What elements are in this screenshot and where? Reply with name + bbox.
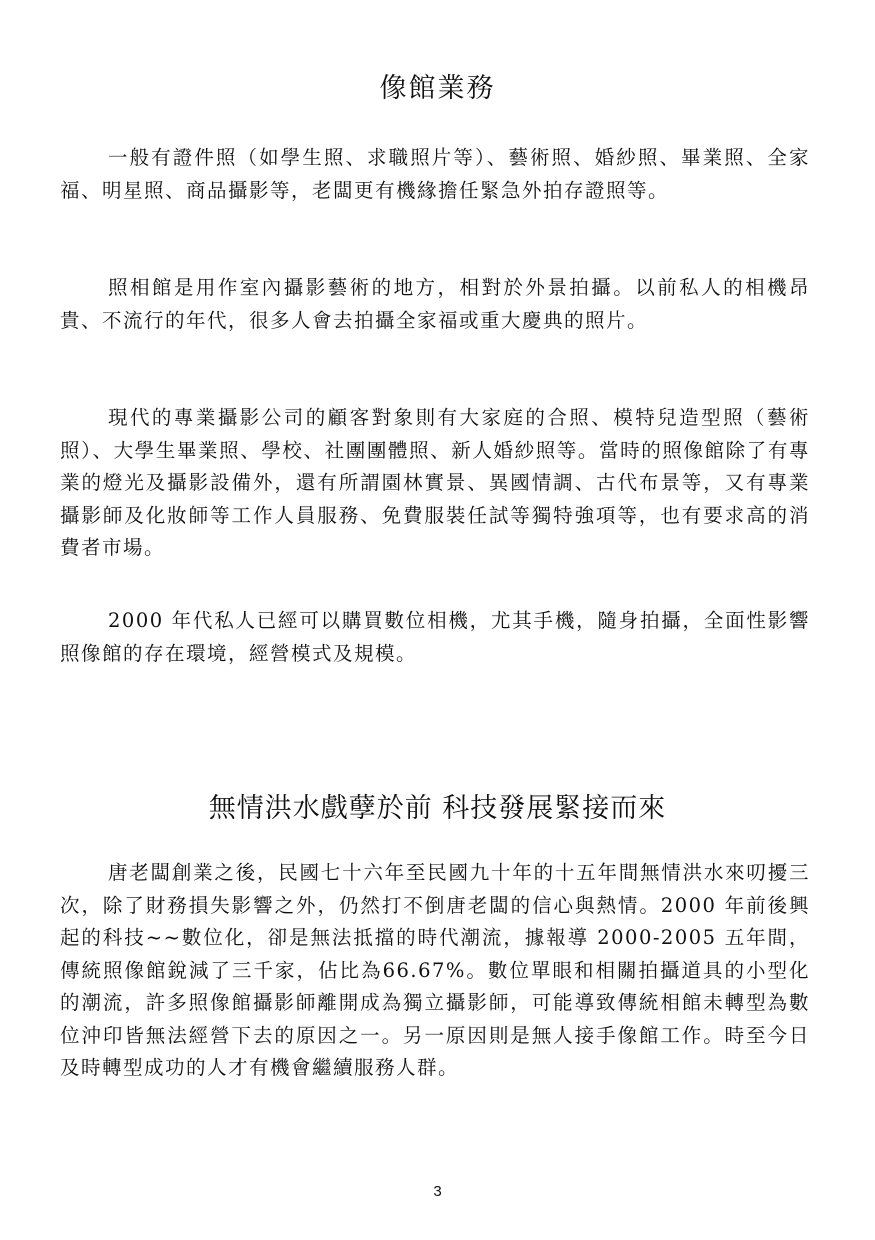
paragraph-digital-era: 2000 年代私人已經可以購買數位相機，尤其手機，隨身拍攝，全面性影響照像館的存在環境，經營模式及規模。 (60, 609, 810, 665)
page-number: 3 (433, 1183, 442, 1200)
paragraph-modern-studios: 現代的專業攝影公司的顧客對象則有大家庭的合照、模特兒造型照（藝術照）、大學生畢業照、學校、社團團體照、新人婚紗照等。當時的照像館除了有專業的燈光及攝影設備外，還有所謂園林實景、異國情調、古代布景等，又有專業攝影師及化妝師等工作人員服務、免費服裝任試等獨特強項等，也有要求高的消費者市場。 (60, 406, 810, 559)
paragraph-studio-definition: 照相館是用作室內攝影藝術的地方，相對於外景拍攝。以前私人的相機昂貴、不流行的年代，很多人會去拍攝全家福或重大慶典的照片。 (60, 276, 810, 332)
section-title-flood-and-technology: 無情洪水戲孽於前 科技發展緊接而來 (208, 793, 667, 824)
paragraph-owner-history: 唐老闆創業之後，民國七十六年至民國九十年的十五年間無情洪水來叨擾三次，除了財務損失影響之外，仍然打不倒唐老闆的信心與熱情。2000 年前後興起的科技~~數位化，卻是無法抵擋的時代潮流，據報導 2000-2005 五年間，傳統照像館銳減了三千家，佔比為66.67%。數位單眼和相關拍攝道具的小型化的潮流，許多照像館攝影師離開成為獨立攝影師，可能導致傳統相館未轉型為數位沖印皆無法經營下去的原因之一。另一原因則是無人接手像館工作。時至今日及時轉型成功的人才有機會繼續服務人群。 (60, 861, 810, 1079)
paragraph-photo-types: 一般有證件照（如學生照、求職照片等）、藝術照、婚紗照、畢業照、全家福、明星照、商品攝影等，老闆更有機緣擔任緊急外拍存證照等。 (60, 146, 810, 202)
section-title-studio-business: 像館業務 (379, 73, 496, 104)
